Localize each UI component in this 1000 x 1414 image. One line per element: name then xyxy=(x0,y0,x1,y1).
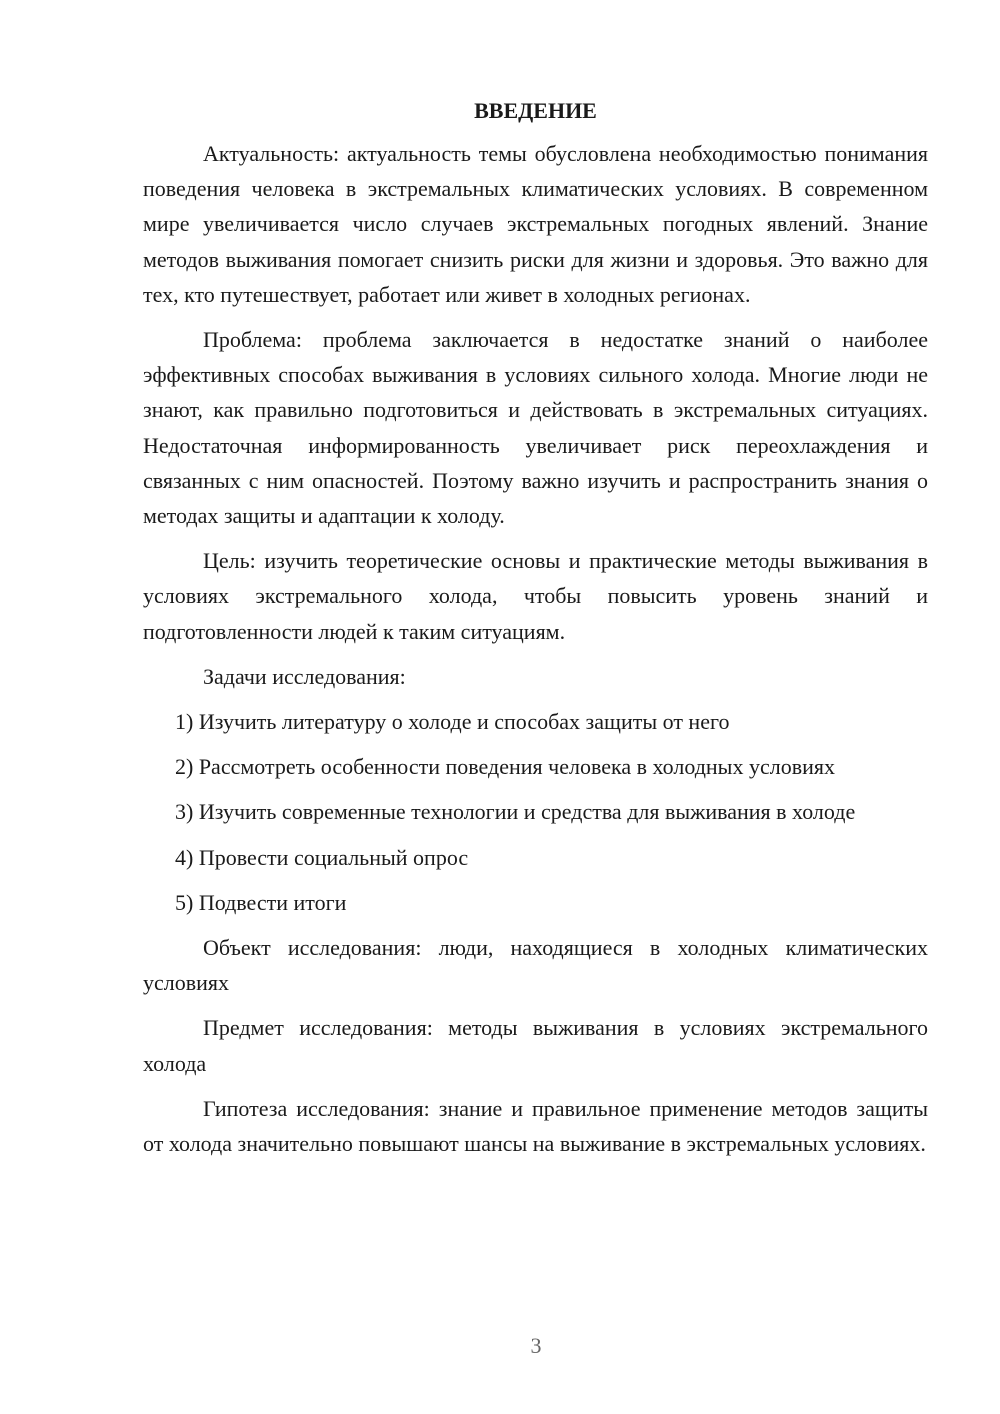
subject-paragraph: Предмет исследования: методы выживания в условиях экстремального холода xyxy=(143,1015,928,1076)
document-page xyxy=(143,93,928,1171)
task-item: 3) Изучить современные технологии и средства для выживания в холоде xyxy=(175,799,856,825)
object-paragraph: Объект исследования: люди, находящиеся в холодных климатических условиях xyxy=(143,935,928,996)
task-item: 5) Подвести итоги xyxy=(175,889,347,915)
task-item: 4) Провести социальный опрос xyxy=(175,844,469,870)
goal-paragraph: Цель: изучить теоретические основы и практические методы выживания в условиях экстремального холода, чтобы повысить уровень знаний и подготовленности людей к таким ситуациям. xyxy=(143,548,928,644)
tasks-heading: Задачи исследования: xyxy=(203,663,406,689)
page-title: ВВЕДЕНИЕ xyxy=(474,98,597,123)
page-number: 3 xyxy=(530,1333,542,1358)
relevance-paragraph: Актуальность: актуальность темы обусловлена необходимостью понимания поведения человека в экстремальных климатических условиях. В современном мире увеличивается число случаев экстремальных погодных явлений. Знание методов выживания помогает снизить риски для жизни и здоровья. Это важно для тех, кто путешествует, работает или живет в холодных регионах. xyxy=(143,141,928,307)
problem-paragraph: Проблема: проблема заключается в недостатке знаний о наиболее эффективных способах выживания в условиях сильного холода. Многие люди не знают, как правильно подготовиться и действовать в экстремальных ситуациях. Недостаточная информированность увеличивает риск переохлаждения и связанных с ним опасностей. Поэтому важно изучить и распространить знания о методах защиты и адаптации к холоду. xyxy=(143,327,928,529)
hypothesis-paragraph: Гипотеза исследования: знание и правильное применение методов защиты от холода значительно повышают шансы на выживание в экстремальных условиях. xyxy=(143,1095,928,1157)
task-item: 1) Изучить литературу о холоде и способах защиты от него xyxy=(175,709,730,735)
task-item: 2) Рассмотреть особенности поведения человека в холодных условиях xyxy=(175,754,835,780)
